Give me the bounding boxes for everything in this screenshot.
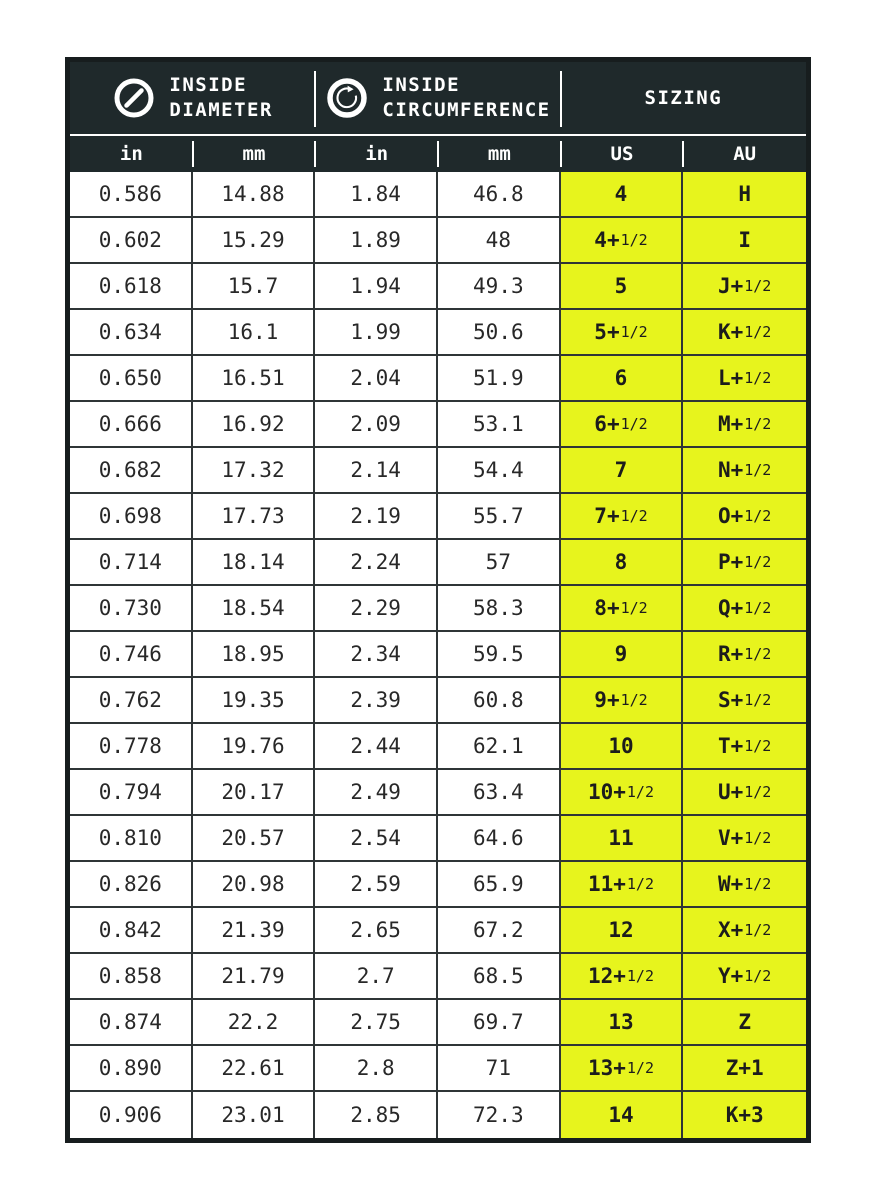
size-main: K+ <box>717 320 744 344</box>
cell-circumference-mm: 46.8 <box>438 172 561 218</box>
table-row <box>70 264 806 310</box>
cell-diameter-in: 0.842 <box>70 908 193 954</box>
size-fraction: 1/2 <box>744 829 772 847</box>
size-fraction: 1/2 <box>744 645 772 663</box>
cell-diameter-mm: 15.29 <box>193 218 316 264</box>
size-main: U+ <box>717 780 744 804</box>
header-label-line2: DIAMETER <box>169 99 273 121</box>
cell-size-us <box>561 494 684 540</box>
cell-size-au <box>683 770 806 816</box>
cell-circumference-in: 1.94 <box>315 264 438 310</box>
cell-diameter-in: 0.874 <box>70 1000 193 1046</box>
cell-size-au <box>683 816 806 862</box>
cell-circumference-in: 1.99 <box>315 310 438 356</box>
cell-size-us: 10 <box>561 724 684 770</box>
table-header <box>70 62 806 172</box>
cell-circumference-mm: 68.5 <box>438 954 561 1000</box>
cell-circumference-in: 2.7 <box>315 954 438 1000</box>
size-fraction: 1/2 <box>744 599 772 617</box>
cell-circumference-in: 2.65 <box>315 908 438 954</box>
header-group-label <box>645 86 723 111</box>
cell-circumference-in: 2.85 <box>315 1092 438 1138</box>
cell-diameter-mm: 21.79 <box>193 954 316 1000</box>
cell-diameter-in: 0.906 <box>70 1092 193 1138</box>
table-body <box>70 172 806 1138</box>
cell-size-us <box>561 1046 684 1092</box>
table-row <box>70 1092 806 1138</box>
cell-diameter-in: 0.730 <box>70 586 193 632</box>
cell-diameter-in: 0.698 <box>70 494 193 540</box>
cell-diameter-mm: 20.57 <box>193 816 316 862</box>
cell-size-us <box>561 586 684 632</box>
cell-diameter-mm: 20.98 <box>193 862 316 908</box>
cell-circumference-in: 2.29 <box>315 586 438 632</box>
cell-size-us: 8 <box>561 540 684 586</box>
table-row <box>70 816 806 862</box>
cell-size-us: 14 <box>561 1092 684 1138</box>
cell-diameter-in: 0.586 <box>70 172 193 218</box>
table-row <box>70 1000 806 1046</box>
cell-circumference-mm: 69.7 <box>438 1000 561 1046</box>
cell-size-us <box>561 678 684 724</box>
size-main: 12+ <box>587 964 626 988</box>
size-main: 5+ <box>594 320 620 344</box>
size-main: 7+ <box>594 504 620 528</box>
cell-circumference-mm: 63.4 <box>438 770 561 816</box>
cell-circumference-in: 2.04 <box>315 356 438 402</box>
cell-size-us: 7 <box>561 448 684 494</box>
table-row <box>70 862 806 908</box>
size-main: Q+ <box>717 596 744 620</box>
cell-circumference-in: 2.24 <box>315 540 438 586</box>
size-main: S+ <box>717 688 744 712</box>
cell-circumference-in: 2.54 <box>315 816 438 862</box>
size-fraction: 1/2 <box>626 783 654 801</box>
cell-circumference-mm: 50.6 <box>438 310 561 356</box>
size-fraction: 1/2 <box>626 875 654 893</box>
cell-diameter-in: 0.746 <box>70 632 193 678</box>
cell-size-au <box>683 310 806 356</box>
header-label-line1: SIZING <box>644 86 723 109</box>
table-row <box>70 218 806 264</box>
ring-size-table <box>65 57 811 1143</box>
table-row <box>70 770 806 816</box>
size-fraction: 1/2 <box>744 553 772 571</box>
cell-circumference-in: 1.84 <box>315 172 438 218</box>
size-fraction: 1/2 <box>620 415 648 433</box>
table-row <box>70 310 806 356</box>
size-fraction: 1/2 <box>620 323 648 341</box>
cell-diameter-mm: 16.51 <box>193 356 316 402</box>
size-fraction: 1/2 <box>744 323 772 341</box>
cell-circumference-mm: 71 <box>438 1046 561 1092</box>
cell-size-au <box>683 402 806 448</box>
size-main: O+ <box>717 504 744 528</box>
circumference-icon <box>325 76 369 120</box>
size-main: V+ <box>717 826 744 850</box>
cell-size-au: K+3 <box>683 1092 806 1138</box>
size-fraction: 1/2 <box>744 967 772 985</box>
cell-diameter-mm: 16.92 <box>193 402 316 448</box>
size-fraction: 1/2 <box>626 1059 654 1077</box>
cell-diameter-mm: 16.1 <box>193 310 316 356</box>
cell-circumference-in: 2.34 <box>315 632 438 678</box>
cell-diameter-in: 0.650 <box>70 356 193 402</box>
table-row <box>70 678 806 724</box>
table-row <box>70 540 806 586</box>
cell-diameter-in: 0.858 <box>70 954 193 1000</box>
cell-size-au <box>683 586 806 632</box>
size-fraction: 1/2 <box>744 737 772 755</box>
size-fraction: 1/2 <box>744 415 772 433</box>
cell-size-us: 9 <box>561 632 684 678</box>
cell-circumference-in: 2.59 <box>315 862 438 908</box>
size-main: Y+ <box>717 964 744 988</box>
cell-circumference-mm: 64.6 <box>438 816 561 862</box>
cell-diameter-mm: 21.39 <box>193 908 316 954</box>
cell-size-us: 5 <box>561 264 684 310</box>
cell-size-us <box>561 770 684 816</box>
table-row <box>70 1046 806 1092</box>
size-main: 11+ <box>587 872 626 896</box>
table-row <box>70 908 806 954</box>
cell-size-au <box>683 448 806 494</box>
table-row <box>70 494 806 540</box>
size-main: X+ <box>717 918 744 942</box>
cell-circumference-mm: 57 <box>438 540 561 586</box>
cell-size-au <box>683 954 806 1000</box>
size-fraction: 1/2 <box>626 967 654 985</box>
cell-diameter-in: 0.890 <box>70 1046 193 1092</box>
cell-circumference-in: 2.09 <box>315 402 438 448</box>
subheader-row <box>70 134 806 172</box>
cell-diameter-in: 0.666 <box>70 402 193 448</box>
size-main: 13+ <box>587 1056 626 1080</box>
table-row <box>70 632 806 678</box>
size-fraction: 1/2 <box>744 369 772 387</box>
cell-circumference-mm: 55.7 <box>438 494 561 540</box>
header-label-line1: INSIDE <box>169 74 248 97</box>
cell-size-us: 11 <box>561 816 684 862</box>
subheader-size-us: US <box>561 136 684 172</box>
cell-diameter-mm: 20.17 <box>193 770 316 816</box>
size-main: 8+ <box>594 596 620 620</box>
cell-diameter-mm: 22.61 <box>193 1046 316 1092</box>
size-fraction: 1/2 <box>620 599 648 617</box>
cell-diameter-mm: 19.35 <box>193 678 316 724</box>
cell-size-us: 4 <box>561 172 684 218</box>
cell-diameter-in: 0.762 <box>70 678 193 724</box>
cell-circumference-mm: 48 <box>438 218 561 264</box>
cell-size-au <box>683 862 806 908</box>
size-fraction: 1/2 <box>744 875 772 893</box>
size-main: N+ <box>717 458 744 482</box>
size-main: J+ <box>717 274 744 298</box>
cell-circumference-in: 2.49 <box>315 770 438 816</box>
cell-size-us <box>561 402 684 448</box>
size-fraction: 1/2 <box>620 507 648 525</box>
size-fraction: 1/2 <box>620 231 648 249</box>
cell-circumference-mm: 65.9 <box>438 862 561 908</box>
table-row <box>70 586 806 632</box>
cell-diameter-mm: 22.2 <box>193 1000 316 1046</box>
table-row <box>70 448 806 494</box>
cell-diameter-mm: 17.32 <box>193 448 316 494</box>
subheader-circumference-in: in <box>315 136 438 172</box>
cell-size-au <box>683 494 806 540</box>
table-row <box>70 172 806 218</box>
cell-diameter-mm: 18.14 <box>193 540 316 586</box>
size-main: L+ <box>717 366 744 390</box>
cell-size-au <box>683 908 806 954</box>
size-fraction: 1/2 <box>744 921 772 939</box>
cell-size-au <box>683 724 806 770</box>
cell-diameter-mm: 17.73 <box>193 494 316 540</box>
cell-size-us <box>561 310 684 356</box>
cell-diameter-in: 0.634 <box>70 310 193 356</box>
size-fraction: 1/2 <box>620 691 648 709</box>
size-fraction: 1/2 <box>744 461 772 479</box>
cell-size-us <box>561 862 684 908</box>
cell-size-us: 6 <box>561 356 684 402</box>
cell-circumference-mm: 49.3 <box>438 264 561 310</box>
cell-circumference-in: 2.19 <box>315 494 438 540</box>
cell-diameter-in: 0.826 <box>70 862 193 908</box>
size-main: 6+ <box>594 412 620 436</box>
subheader-size-au: AU <box>683 136 806 172</box>
table-row <box>70 402 806 448</box>
cell-circumference-mm: 60.8 <box>438 678 561 724</box>
cell-diameter-in: 0.618 <box>70 264 193 310</box>
size-main: 9+ <box>594 688 620 712</box>
cell-diameter-in: 0.810 <box>70 816 193 862</box>
size-main: P+ <box>717 550 744 574</box>
cell-circumference-mm: 58.3 <box>438 586 561 632</box>
cell-circumference-in: 2.44 <box>315 724 438 770</box>
table-row <box>70 356 806 402</box>
header-group-label <box>382 73 550 122</box>
cell-circumference-in: 1.89 <box>315 218 438 264</box>
cell-circumference-mm: 53.1 <box>438 402 561 448</box>
cell-circumference-in: 2.8 <box>315 1046 438 1092</box>
cell-circumference-mm: 51.9 <box>438 356 561 402</box>
size-main: 10+ <box>587 780 626 804</box>
cell-size-au: H <box>683 172 806 218</box>
cell-size-au <box>683 264 806 310</box>
subheader-diameter-in: in <box>119 143 143 165</box>
size-main: M+ <box>717 412 744 436</box>
cell-size-us: 13 <box>561 1000 684 1046</box>
subheader-diameter-mm: mm <box>193 136 316 172</box>
cell-circumference-in: 2.14 <box>315 448 438 494</box>
size-main: 4+ <box>594 228 620 252</box>
cell-size-au <box>683 356 806 402</box>
size-fraction: 1/2 <box>744 691 772 709</box>
cell-diameter-mm: 19.76 <box>193 724 316 770</box>
cell-diameter-mm: 14.88 <box>193 172 316 218</box>
cell-size-us <box>561 954 684 1000</box>
cell-circumference-in: 2.39 <box>315 678 438 724</box>
cell-diameter-in: 0.682 <box>70 448 193 494</box>
size-main: R+ <box>717 642 744 666</box>
size-fraction: 1/2 <box>744 277 772 295</box>
size-fraction: 1/2 <box>744 783 772 801</box>
cell-diameter-in: 0.778 <box>70 724 193 770</box>
cell-size-au <box>683 540 806 586</box>
cell-size-au: I <box>683 218 806 264</box>
cell-circumference-mm: 67.2 <box>438 908 561 954</box>
cell-diameter-in: 0.714 <box>70 540 193 586</box>
size-main: W+ <box>717 872 744 896</box>
cell-size-us <box>561 218 684 264</box>
cell-diameter-in: 0.794 <box>70 770 193 816</box>
cell-diameter-in: 0.602 <box>70 218 193 264</box>
subheader-circumference-mm: mm <box>438 136 561 172</box>
header-groups-row <box>70 62 806 134</box>
cell-size-us: 12 <box>561 908 684 954</box>
header-group-label <box>169 73 273 122</box>
diameter-icon <box>112 76 156 120</box>
cell-size-au <box>683 632 806 678</box>
header-group-inside-diameter <box>70 62 315 134</box>
table-row <box>70 724 806 770</box>
header-group-sizing <box>561 62 806 134</box>
cell-circumference-mm: 59.5 <box>438 632 561 678</box>
cell-diameter-mm: 18.95 <box>193 632 316 678</box>
cell-diameter-mm: 15.7 <box>193 264 316 310</box>
cell-circumference-mm: 72.3 <box>438 1092 561 1138</box>
size-fraction: 1/2 <box>744 507 772 525</box>
size-main: T+ <box>717 734 744 758</box>
cell-circumference-mm: 54.4 <box>438 448 561 494</box>
header-group-inside-circumference <box>315 62 560 134</box>
cell-size-au: Z <box>683 1000 806 1046</box>
cell-circumference-mm: 62.1 <box>438 724 561 770</box>
cell-diameter-mm: 18.54 <box>193 586 316 632</box>
cell-size-au: Z+1 <box>683 1046 806 1092</box>
header-label-line1: INSIDE <box>382 74 461 97</box>
cell-diameter-mm: 23.01 <box>193 1092 316 1138</box>
cell-size-au <box>683 678 806 724</box>
table-row <box>70 954 806 1000</box>
header-label-line2: CIRCUMFERENCE <box>382 99 551 121</box>
cell-circumference-in: 2.75 <box>315 1000 438 1046</box>
